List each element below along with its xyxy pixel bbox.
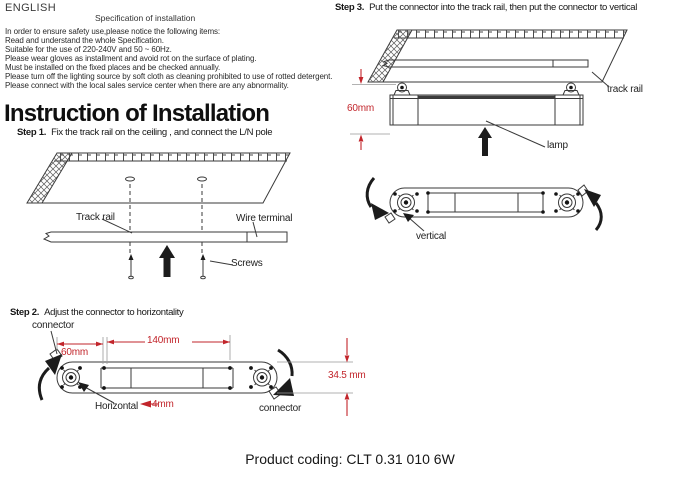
rotate-arrow-icon: [39, 354, 62, 400]
mount-hole: [126, 177, 135, 181]
adjust-knob: [559, 194, 576, 211]
step1-text: Fix the track rail on the ceiling , and connect the L/N pole: [51, 127, 273, 138]
screws-label: Screws: [231, 258, 263, 269]
step3-heading: [335, 2, 637, 13]
track-rail-label: track rail: [607, 84, 643, 95]
spec-item: In order to ensure safety use,please notice the following items:: [5, 27, 221, 36]
track-rail-drawing: [383, 60, 588, 67]
alignment-dashed-lines: [130, 184, 202, 255]
rotate-arrow-icon: [584, 189, 601, 230]
mount-hole: [198, 177, 207, 181]
step1-label: Step 1.: [17, 127, 47, 138]
connector-body-drawing: [57, 362, 277, 393]
language-header: ENGLISH: [5, 2, 57, 14]
adjust-knob: [254, 369, 271, 386]
wire-terminal-leader: [253, 222, 257, 237]
step3-diagram: [340, 25, 700, 255]
spec-title: Specification of installation: [95, 13, 196, 23]
rotate-arrow-icon: [367, 178, 389, 220]
step1-heading: [17, 127, 272, 138]
spec-item: Please wear gloves as installment and avoid rot on the surface of plating.: [5, 54, 257, 63]
screw-icon: [201, 254, 206, 279]
up-arrow-icon: [159, 245, 175, 277]
spec-item: Read and understand the whole Specification.: [5, 36, 164, 45]
wire-terminal-label: Wire terminal: [236, 213, 293, 224]
lamp-label: lamp: [547, 140, 568, 151]
track-rail-label: Track rail: [76, 212, 115, 223]
up-arrow-icon: [478, 127, 492, 156]
latch-tab: [385, 213, 395, 223]
track-rail-drawing: [44, 232, 287, 242]
step2-text: Adjust the connector to horizontality: [44, 307, 184, 318]
product-coding: Product coding: CLT 0.31 010 6W: [245, 451, 455, 467]
step2-label: Step 2.: [10, 307, 40, 318]
spec-item: Please turn off the lighting source by soft cloth as cleaning prohibited to use of rotted detergent.: [5, 72, 333, 81]
clamp-knob: [394, 83, 410, 95]
dim-34-5mm-label: 34.5 mm: [328, 370, 366, 381]
adjust-knob: [398, 194, 415, 211]
vertical-label: vertical: [416, 231, 447, 242]
step3-text: Put the connector into the track rail, then put the connector to vertical: [369, 2, 638, 13]
connector-body-drawing: [390, 188, 583, 217]
horizontal-label: Horizontal: [95, 401, 139, 412]
page-title: Instruction of Installation: [4, 100, 270, 127]
screw-dots: [393, 191, 580, 214]
step3-label: Step 3.: [335, 2, 365, 13]
screws-leader: [210, 261, 233, 265]
dim-60mm: [57, 342, 103, 347]
connector-top-label: connector: [32, 320, 75, 331]
vertical-leader: [403, 213, 424, 231]
spec-list: [5, 27, 332, 90]
ceiling-drawing: [27, 153, 290, 203]
spec-item: Suitable for the use of 220-240V and 50 ~ 60Hz.: [5, 45, 172, 54]
spec-item: Must be installed on the fixed places and be checked annually.: [5, 63, 221, 72]
spec-item: Please connect with the local sales service center when there are any abnormality.: [5, 81, 289, 90]
step2-diagram: [30, 318, 360, 432]
dim-60mm-label: 60mm: [347, 103, 374, 114]
dim-4mm-label: 4mm: [152, 399, 174, 410]
ceiling-drawing: [368, 30, 627, 82]
step2-heading: [10, 307, 183, 318]
lamp-drawing: [390, 83, 583, 125]
dim-140mm-label: 140mm: [147, 335, 180, 346]
dim-60mm-label: 60mm: [61, 347, 88, 358]
clamp-knob: [563, 83, 579, 95]
adjust-knob: [63, 369, 80, 386]
connector-right-label: connector: [259, 403, 302, 414]
screw-dots: [60, 366, 273, 390]
screw-icon: [129, 254, 134, 279]
